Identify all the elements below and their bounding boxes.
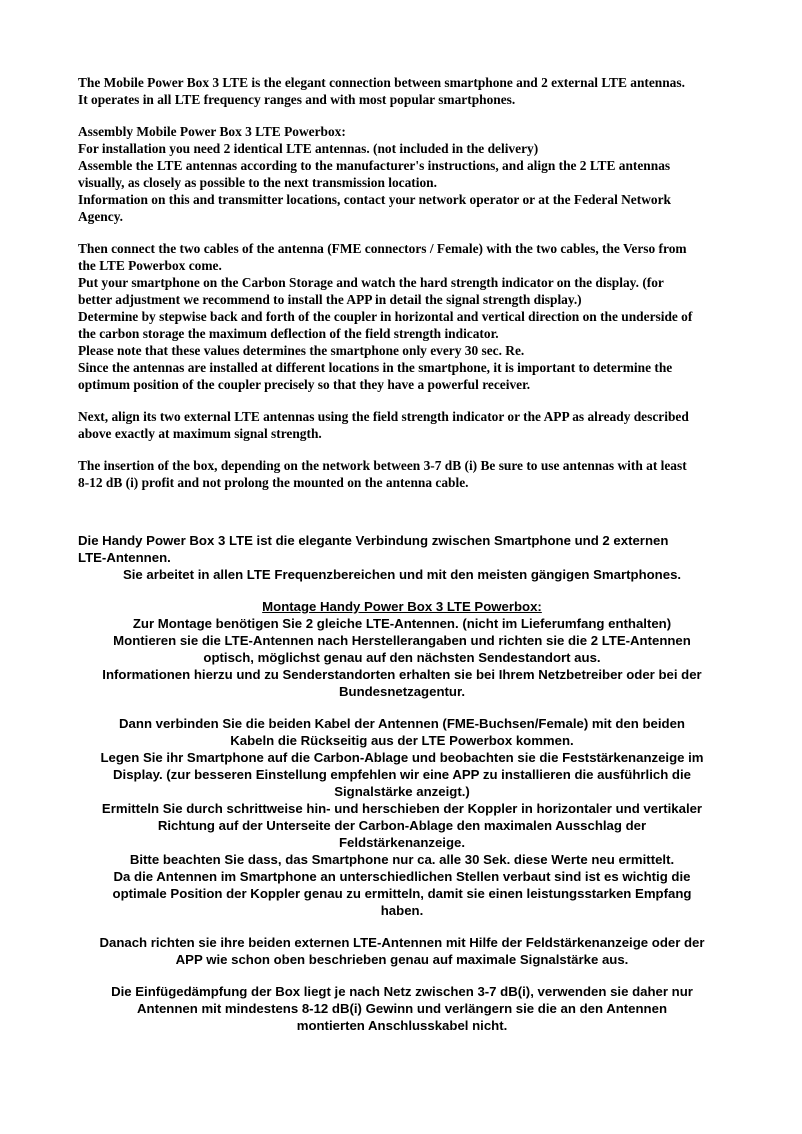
text-line: Agency. — [78, 209, 124, 224]
text-line: Bitte beachten Sie dass, das Smartphone nur ca. alle 30 Sek. diese Werte neu ermittelt. — [129, 852, 675, 867]
text-line: Then connect the two cables of the antenna (FME connectors / Female) with the two cables, the Verso from — [78, 241, 687, 256]
text-line: optimale Position der Koppler genau zu ermitteln, damit sie einen leistungsstarken Empfang — [112, 886, 692, 901]
text-line: the carbon storage the maximum deflection of the field strength indicator. — [78, 326, 499, 341]
text-line: Assembly Mobile Power Box 3 LTE Powerbox: — [78, 124, 346, 139]
text-line: montierten Anschlusskabel nicht. — [296, 1018, 508, 1033]
text-line: Kabeln die Rückseitig aus der LTE Powerbox kommen. — [230, 733, 574, 748]
text-line: Determine by stepwise back and forth of the coupler in horizontal and vertical direction on the underside of — [78, 309, 693, 324]
text-line: Signalstärke anzeigt.) — [334, 784, 470, 799]
text-line: Since the antennas are installed at different locations in the smartphone, it is important to determine the — [78, 360, 673, 375]
english-paragraph — [78, 457, 758, 491]
text-line: Antennen mit mindestens 8-12 dB(i) Gewinn und verlängern sie die an den Antennen — [136, 1001, 668, 1016]
text-line: optisch, möglichst genau auf den nächsten Sendestandort aus. — [203, 650, 601, 665]
text-line: Ermitteln Sie durch schrittweise hin- und herschieben der Koppler in horizontaler und vertikaler — [101, 801, 703, 816]
text-line: Sie arbeitet in allen LTE Frequenzbereichen und mit den meisten gängigen Smartphones. — [122, 567, 682, 582]
german-paragraph — [72, 532, 732, 583]
text-line: Die Handy Power Box 3 LTE ist die elegante Verbindung zwischen Smartphone und 2 externen — [78, 533, 669, 548]
text-line: Assemble the LTE antennas according to the manufacturer's instructions, and align the 2 LTE antennas — [78, 158, 671, 173]
text-line: It operates in all LTE frequency ranges and with most popular smartphones. — [78, 92, 516, 107]
english-paragraph — [78, 240, 758, 393]
text-line: LTE-Antennen. — [78, 550, 171, 565]
text-line: 8-12 dB (i) profit and not prolong the mounted on the antenna cable. — [78, 475, 469, 490]
text-line: For installation you need 2 identical LTE antennas. (not included in the delivery) — [78, 141, 539, 156]
english-paragraph — [78, 408, 758, 442]
text-line: Bundesnetzagentur. — [338, 684, 466, 699]
english-paragraph — [78, 123, 758, 225]
text-line: above exactly at maximum signal strength. — [78, 426, 322, 441]
text-line: the LTE Powerbox come. — [78, 258, 222, 273]
text-line: Put your smartphone on the Carbon Storage and watch the hard strength indicator on the display. (for — [78, 275, 664, 290]
text-line: Please note that these values determines the smartphone only every 30 sec. Re. — [78, 343, 525, 358]
text-line: Zur Montage benötigen Sie 2 gleiche LTE-Antennen. (nicht im Lieferumfang enthalten) — [132, 616, 672, 631]
text-line: Danach richten sie ihre beiden externen LTE-Antennen mit Hilfe der Feldstärkenanzeige oder der — [99, 935, 705, 950]
german-instructions — [72, 532, 732, 1049]
text-line: APP wie schon oben beschrieben genau auf maximale Signalstärke aus. — [175, 952, 629, 967]
text-line: Montieren sie die LTE-Antennen nach Herstellerangaben und richten sie die 2 LTE-Antennen — [113, 633, 691, 648]
english-instructions — [78, 74, 758, 506]
text-line: optimum position of the coupler precisely so that they have a powerful receiver. — [78, 377, 531, 392]
text-line: The Mobile Power Box 3 LTE is the elegant connection between smartphone and 2 external LTE antennas. — [78, 75, 685, 90]
english-paragraph — [78, 74, 758, 108]
text-line: visually, as closely as possible to the next transmission location. — [78, 175, 437, 190]
text-line: Die Einfügedämpfung der Box liegt je nach Netz zwischen 3-7 dB(i), verwenden sie daher nur — [111, 984, 693, 999]
text-line: Next, align its two external LTE antennas using the field strength indicator or the APP as already described — [78, 409, 689, 424]
german-paragraph — [72, 598, 732, 700]
text-line: Display. (zur besseren Einstellung empfehlen wir eine APP zu installieren die ausführlich die — [113, 767, 691, 782]
text-line: Legen Sie ihr Smartphone auf die Carbon-Ablage und beobachten sie die Feststärkenanzeige im — [100, 750, 704, 765]
german-paragraph — [72, 715, 732, 919]
text-line: Da die Antennen im Smartphone an unterschiedlichen Stellen verbaut sind ist es wichtig die — [113, 869, 691, 884]
german-paragraph — [72, 983, 732, 1034]
text-line: better adjustment we recommend to install the APP in detail the signal strength display.) — [78, 292, 582, 307]
text-line: Dann verbinden Sie die beiden Kabel der Antennen (FME-Buchsen/Female) mit den beiden — [119, 716, 685, 731]
text-line: haben. — [380, 903, 424, 918]
text-line: Feldstärkenanzeige. — [338, 835, 466, 850]
text-line: Informationen hierzu und zu Senderstandorten erhalten sie bei Ihrem Netzbetreiber oder bei der — [102, 667, 702, 682]
text-line: Information on this and transmitter locations, contact your network operator or at the Federal Network — [78, 192, 671, 207]
german-paragraph — [72, 934, 732, 968]
text-line: Richtung auf der Unterseite der Carbon-Ablage den maximalen Ausschlag der — [157, 818, 647, 833]
text-line: The insertion of the box, depending on the network between 3-7 dB (i) Be sure to use antennas with at least — [78, 458, 687, 473]
section-heading: Montage Handy Power Box 3 LTE Powerbox: — [262, 599, 542, 614]
